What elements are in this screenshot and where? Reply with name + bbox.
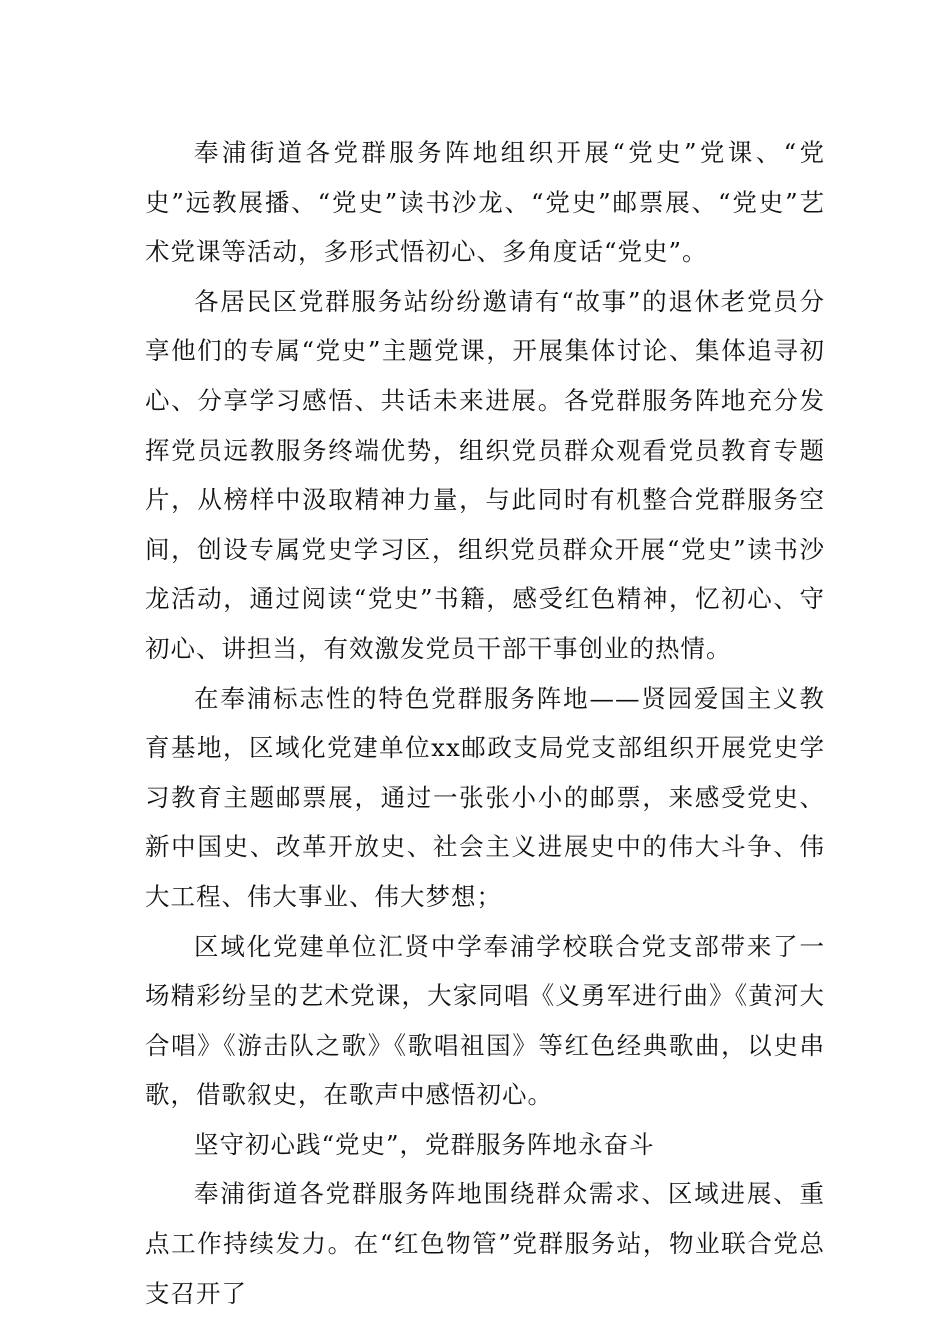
paragraph-art-lesson: 区域化党建单位汇贤中学奉浦学校联合党支部带来了一场精彩纷呈的艺术党课，大家同唱《义勇军进行曲》《黄河大合唱》《游击队之歌》《歌唱祖国》等红色经典歌曲，以史串歌，借歌叙史，在歌声中感悟初心。 [145,931,825,1110]
section-heading: 坚守初心践“党史”，党群服务阵地永奋斗 [194,1129,655,1159]
paragraph-stamp-exhibition: 在奉浦标志性的特色党群服务阵地——贤园爱国主义教育基地，区域化党建单位xx邮政支局党支部组织开展党史学习教育主题邮票展，通过一张张小小的邮票，来感受党史、新中国史、改革开放史、社会主义进展史中的伟大斗争、伟大工程、伟大事业、伟大梦想； [145,683,825,911]
paragraph-activities-overview: 奉浦街道各党群服务阵地组织开展“党史”党课、“党史”远教展播、“党史”读书沙龙、“党史”邮票展、“党史”艺术党课等活动，多形式悟初心、多角度话“党史”。 [145,138,825,267]
document-body [145,128,825,1318]
paragraph-residential-stations: 各居民区党群服务站纷纷邀请有“故事”的退休老党员分享他们的专属“党史”主题党课，开展集体讨论、集体追寻初心、分享学习感悟、共话未来进展。各党群服务阵地充分发挥党员远教服务终端优势，组织党员群众观看党员教育专题片，从榜样中汲取精神力量，与此同时有机整合党群服务空间，创设专属党史学习区，组织党员群众开展“党史”读书沙龙活动，通过阅读“党史”书籍，感受红色精神，忆初心、守初心、讲担当，有效激发党员干部干事创业的热情。 [145,286,825,663]
paragraph-continued-efforts: 奉浦街道各党群服务阵地围绕群众需求、区域进展、重点工作持续发力。在“红色物管”党群服务站，物业联合党总支召开了 [145,1179,825,1308]
